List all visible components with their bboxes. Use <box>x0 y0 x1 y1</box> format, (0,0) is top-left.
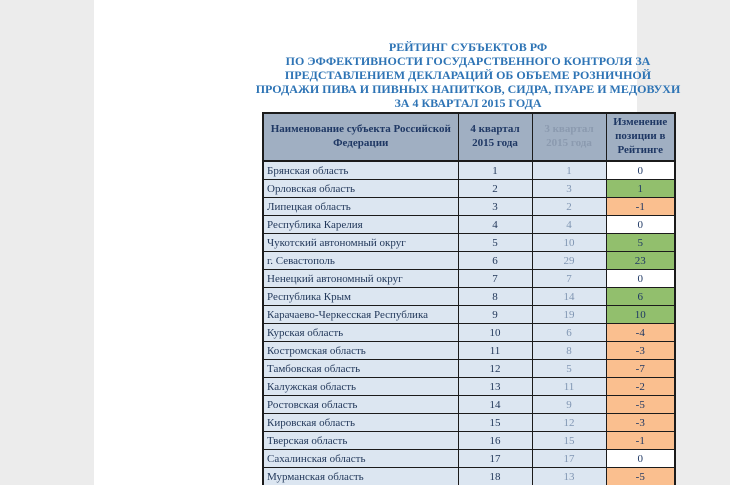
cell-name: Чукотский автономный округ <box>263 234 458 252</box>
title-line: ЗА 4 КВАРТАЛ 2015 ГОДА <box>394 96 542 110</box>
cell-change: -5 <box>606 396 675 414</box>
cell-q4: 18 <box>458 468 532 485</box>
cell-name: Тамбовская область <box>263 360 458 378</box>
cell-q4: 16 <box>458 432 532 450</box>
cell-change: 23 <box>606 252 675 270</box>
cell-change: 1 <box>606 180 675 198</box>
table-row <box>263 161 675 180</box>
cell-q4: 11 <box>458 342 532 360</box>
table-row <box>263 396 675 414</box>
cell-change: 5 <box>606 234 675 252</box>
cell-q4: 1 <box>458 161 532 180</box>
header-quarter-3: 3 квартал 2015 года <box>532 113 606 161</box>
cell-name: Костромская область <box>263 342 458 360</box>
cell-change: -3 <box>606 342 675 360</box>
table-body <box>263 161 675 485</box>
table-row <box>263 414 675 432</box>
cell-name: Кировская область <box>263 414 458 432</box>
cell-q3: 9 <box>532 396 606 414</box>
title-line: ПО ЭФФЕКТИВНОСТИ ГОСУДАРСТВЕННОГО КОНТРОЛЯ ЗА <box>285 54 651 68</box>
cell-change: -5 <box>606 468 675 485</box>
cell-q4: 13 <box>458 378 532 396</box>
cell-q3: 6 <box>532 324 606 342</box>
cell-q3: 12 <box>532 414 606 432</box>
cell-q4: 6 <box>458 252 532 270</box>
cell-change: 0 <box>606 270 675 288</box>
cell-name: Сахалинская область <box>263 450 458 468</box>
cell-change: 0 <box>606 216 675 234</box>
cell-q4: 10 <box>458 324 532 342</box>
cell-name: г. Севастополь <box>263 252 458 270</box>
cell-q3: 7 <box>532 270 606 288</box>
cell-q3: 19 <box>532 306 606 324</box>
table-row <box>263 342 675 360</box>
cell-q3: 10 <box>532 234 606 252</box>
cell-name: Липецкая область <box>263 198 458 216</box>
cell-q4: 17 <box>458 450 532 468</box>
table-row <box>263 234 675 252</box>
cell-q3: 17 <box>532 450 606 468</box>
cell-name: Курская область <box>263 324 458 342</box>
table-row <box>263 324 675 342</box>
title-line: ПРОДАЖИ ПИВА И ПИВНЫХ НАПИТКОВ, СИДРА, ПУАРЕ И МЕДОВУХИ <box>255 82 681 96</box>
cell-change: -3 <box>606 414 675 432</box>
cell-name: Калужская область <box>263 378 458 396</box>
cell-change: -2 <box>606 378 675 396</box>
table-row <box>263 198 675 216</box>
cell-q3: 1 <box>532 161 606 180</box>
table-row <box>263 306 675 324</box>
cell-q3: 2 <box>532 198 606 216</box>
cell-change: 6 <box>606 288 675 306</box>
cell-change: 10 <box>606 306 675 324</box>
header-subject-name: Наименование субъекта Российской Федерации <box>263 113 458 161</box>
cell-q4: 12 <box>458 360 532 378</box>
cell-change: -4 <box>606 324 675 342</box>
cell-q3: 3 <box>532 180 606 198</box>
cell-q4: 4 <box>458 216 532 234</box>
cell-name: Мурманская область <box>263 468 458 485</box>
cell-name: Республика Карелия <box>263 216 458 234</box>
cell-name: Орловская область <box>263 180 458 198</box>
cell-q3: 5 <box>532 360 606 378</box>
table-row <box>263 252 675 270</box>
table-header <box>263 113 675 161</box>
cell-name: Республика Крым <box>263 288 458 306</box>
document-title <box>225 40 711 110</box>
cell-name: Ростовская область <box>263 396 458 414</box>
table-row <box>263 468 675 485</box>
cell-name: Тверская область <box>263 432 458 450</box>
table-header-row <box>263 113 675 161</box>
cell-change: 0 <box>606 450 675 468</box>
cell-q3: 15 <box>532 432 606 450</box>
cell-q3: 4 <box>532 216 606 234</box>
document-page <box>94 0 681 485</box>
cell-q4: 15 <box>458 414 532 432</box>
table-row <box>263 360 675 378</box>
table-row <box>263 432 675 450</box>
cell-q3: 14 <box>532 288 606 306</box>
table-row <box>263 216 675 234</box>
cell-change: 0 <box>606 161 675 180</box>
cell-q4: 2 <box>458 180 532 198</box>
cell-name: Карачаево-Черкесская Республика <box>263 306 458 324</box>
table-row <box>263 378 675 396</box>
table-row <box>263 180 675 198</box>
cell-q4: 8 <box>458 288 532 306</box>
cell-q3: 13 <box>532 468 606 485</box>
cell-name: Ненецкий автономный округ <box>263 270 458 288</box>
ranking-table <box>262 112 676 485</box>
cell-name: Брянская область <box>263 161 458 180</box>
cell-q4: 9 <box>458 306 532 324</box>
header-quarter-4: 4 квартал 2015 года <box>458 113 532 161</box>
title-line: РЕЙТИНГ СУБЪЕКТОВ РФ <box>388 40 548 54</box>
cell-change: -7 <box>606 360 675 378</box>
cell-q4: 3 <box>458 198 532 216</box>
table-row <box>263 450 675 468</box>
cell-q3: 11 <box>532 378 606 396</box>
cell-change: -1 <box>606 432 675 450</box>
cell-q4: 5 <box>458 234 532 252</box>
title-line: ПРЕДСТАВЛЕНИЕМ ДЕКЛАРАЦИЙ ОБ ОБЪЕМЕ РОЗНИЧНОЙ <box>284 68 652 82</box>
cell-q4: 7 <box>458 270 532 288</box>
cell-q4: 14 <box>458 396 532 414</box>
header-position-change: Изменение позиции в Рейтинге <box>606 113 675 161</box>
table-row <box>263 288 675 306</box>
cell-change: -1 <box>606 198 675 216</box>
table-row <box>263 270 675 288</box>
cell-q3: 8 <box>532 342 606 360</box>
cell-q3: 29 <box>532 252 606 270</box>
